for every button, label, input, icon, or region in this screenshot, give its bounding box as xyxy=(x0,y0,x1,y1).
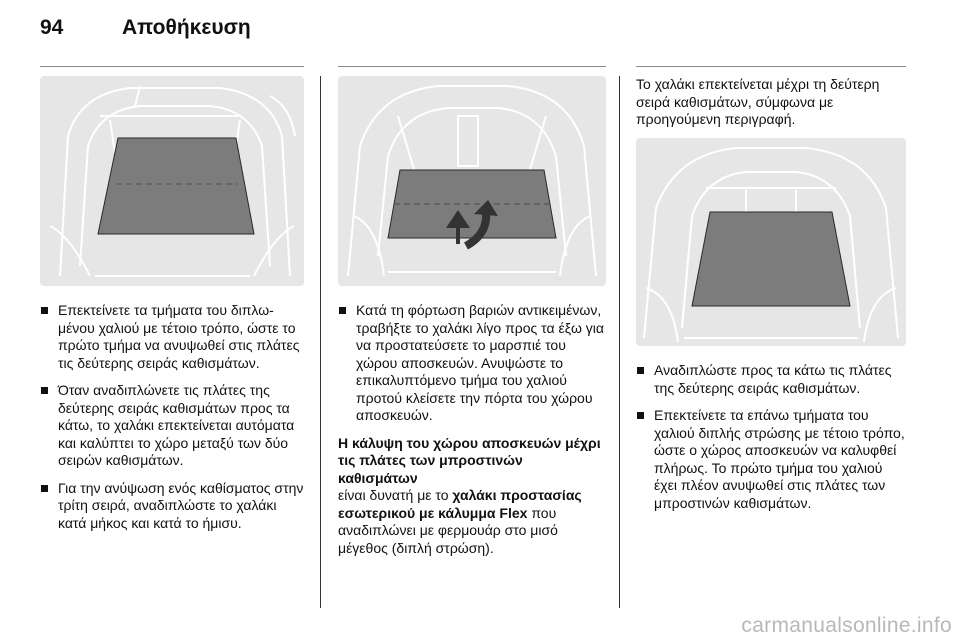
intro-paragraph: Το χαλάκι επεκτείνεται μέχρι τη δεύτερη σειρά καθισμάτων, σύμφωνα με προηγούμενη περιγραφή. xyxy=(636,76,880,127)
watermark: carmanualsonline.info xyxy=(741,614,952,637)
bullet-item: Επεκτείνετε τα επάνω τμήματα του χαλιού διπλής στρώσης με τέτοιο τρόπο, ώστε ο χώρος αποσκευών να καλυφθεί πλήρως. Το πρώτο τμήμα του χαλιού έχει πλέον ανυψωθεί στις πλάτες των μπροστινών καθισμάτων. xyxy=(636,407,906,512)
bullet-list-col1 xyxy=(40,302,304,532)
illustration-cargo-mat-full-extension xyxy=(636,138,906,346)
bullet-item: Αναδιπλώστε προς τα κάτω τις πλάτες της δεύτερης σειράς καθισμάτων. xyxy=(636,362,906,397)
bullet-item: Κατά τη φόρτωση βαριών αντικειμένων, τραβήξτε το χαλάκι λίγο προς τα έξω για να προστατεύσετε το μαρσπιέ του χώρου αποσκευών. Ανυψώστε το επικαλυπτόμενο τμήμα του χαλιού προτού κλείσετε την πόρτα του χώρου αποσκευών. xyxy=(338,302,606,425)
column-3-list xyxy=(636,362,906,522)
rule-col1 xyxy=(40,66,304,67)
bullet-item: Για την ανύψωση ενός καθίσματος στην τρίτη σειρά, αναδιπλώστε το χαλάκι κατά μήκος και κατά το ήμισυ. xyxy=(40,480,304,533)
column-2 xyxy=(338,302,606,557)
column-divider-1 xyxy=(320,76,321,608)
column-1 xyxy=(40,302,304,542)
column-divider-2 xyxy=(619,76,620,608)
paragraph-rest: που αναδιπλώνει με φερμουάρ στο μισό μέγεθος (διπλή στρώση). xyxy=(338,504,558,556)
bullet-item: Όταν αναδιπλώνετε τις πλάτες της δεύτερης σειράς καθισμάτων προς τα κάτω, το χαλάκι επεκτείνεται αυτόματα και καλύπτει το χώρο μεταξύ των δύο σειρών καθισμάτων. xyxy=(40,382,304,470)
section-subheading: Η κάλυψη του χώρου αποσκευών μέχρι τις πλάτες των μπροστινών καθισμάτων xyxy=(338,434,601,486)
paragraph-intro: είναι δυνατή με το xyxy=(338,487,453,503)
rule-col3 xyxy=(636,66,906,67)
bullet-list-col2 xyxy=(338,302,606,425)
illustration-cargo-mat-pulled-out xyxy=(338,76,606,286)
page-title: Αποθήκευση xyxy=(122,16,251,39)
bullet-item: Επεκτείνετε τα τμήματα του διπλωμένου χαλιού με τέτοιο τρόπο, ώστε το πρώτο τμήμα να ανυψωθεί στις πλάτες τις δεύτερης σειράς καθισμάτων. xyxy=(40,302,304,372)
column-3 xyxy=(636,76,906,129)
page-number: 94 xyxy=(40,16,64,39)
illustration-cargo-mat-first-section-raised xyxy=(40,76,304,286)
rule-col2 xyxy=(338,66,606,67)
bullet-list-col3 xyxy=(636,362,906,512)
paragraph-bold-term: χαλάκι προστασίας εσωτερικού με κάλυμμα Flex xyxy=(338,487,582,521)
paragraph-flex-cover xyxy=(338,487,606,557)
